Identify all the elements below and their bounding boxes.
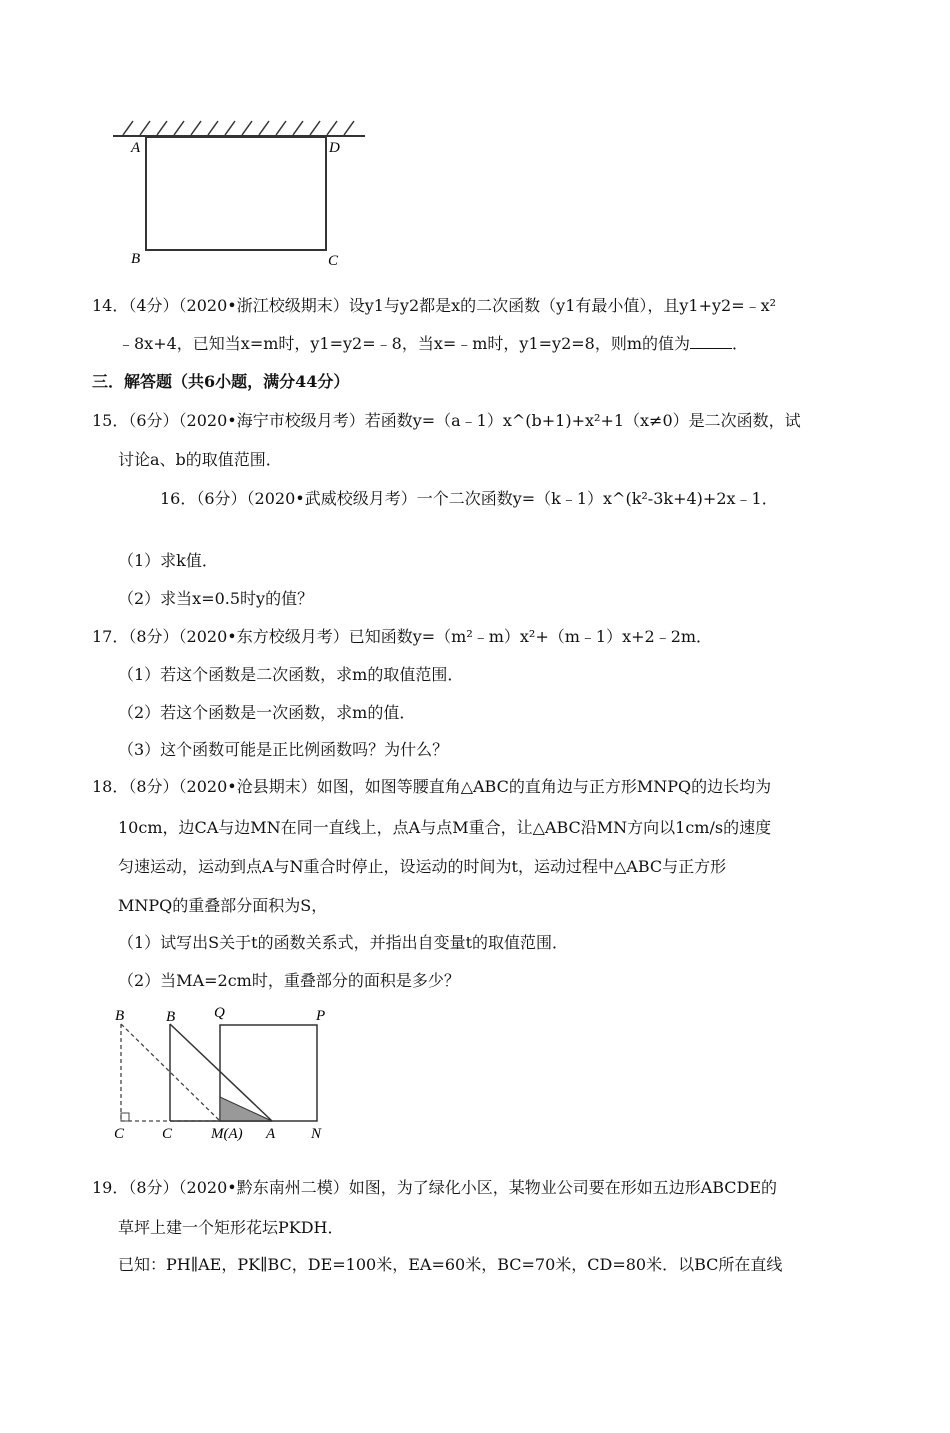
label-q: Q: [214, 1005, 225, 1021]
label-c: C: [328, 253, 339, 269]
label-a: A: [266, 1126, 276, 1142]
q19-line2: 草坪上建一个矩形花坛PKDH．: [118, 1218, 344, 1237]
q17-part3: （3）这个函数可能是正比例函数吗？为什么？: [118, 740, 449, 759]
label-b1: B: [115, 1008, 125, 1024]
answer-blank: [690, 334, 732, 349]
label-b: B: [131, 251, 141, 267]
label-a: A: [131, 140, 141, 156]
q15-line2: 讨论a、b的取值范围．: [118, 450, 282, 469]
q18-line2: 10cm，边CA与边MN在同一直线上，点A与点M重合，让△ABC沿MN方向以1cm/s的速度: [118, 818, 772, 837]
q18-line4: MNPQ的重叠部分面积为S，: [118, 896, 328, 915]
q16-part2: （2）求当x=0.5时y的值？: [118, 589, 314, 608]
q19-line3: 已知：PH∥AE，PK∥BC，DE=100米，EA=60米，BC=70米，CD=80米．以BC所在直线: [118, 1255, 783, 1274]
q19-line1: 19．（8分）（2020•黔东南州二模）如图，为了绿化小区，某物业公司要在形如五边形ABCDE的: [92, 1178, 778, 1197]
q16-part1: （1）求k值．: [118, 551, 218, 570]
label-p: P: [316, 1008, 326, 1024]
q15-line1: 15．（6分）（2020•海宁市校级月考）若函数y=（a﹣1）x^(b+1)+x²+1（x≠0）是二次函数，试: [92, 411, 801, 430]
label-c1: C: [114, 1126, 125, 1142]
label-d: D: [329, 140, 340, 156]
label-b2: B: [166, 1009, 176, 1025]
q14-line2-text: ﹣8x+4，已知当x=m时，y1=y2=﹣8，当x=﹣m时，y1=y2=8，则m的值为: [118, 334, 691, 353]
q18-part2: （2）当MA=2cm时，重叠部分的面积是多少？: [118, 971, 460, 990]
section-3-title: 三．解答题（共6小题，满分44分）: [92, 372, 350, 391]
label-n: N: [311, 1126, 322, 1142]
q18-line3: 匀速运动，运动到点A与N重合时停止，设运动的时间为t，运动过程中△ABC与正方形: [118, 857, 727, 876]
q14-line2-end: ．: [732, 334, 749, 353]
q18-line1: 18．（8分）（2020•沧县期末）如图，如图等腰直角△ABC的直角边与正方形MNPQ的边长均为: [92, 777, 772, 796]
q17-line1: 17．（8分）（2020•东方校级月考）已知函数y=（m²﹣m）x²+（m﹣1）x+2﹣2m．: [92, 627, 713, 646]
label-ma: M(A): [211, 1126, 243, 1142]
q17-part2: （2）若这个函数是一次函数，求m的值．: [118, 703, 416, 722]
q14-line2: [118, 334, 748, 354]
q14-line1: 14．（4分）（2020•浙江校级期末）设y1与y2都是x的二次函数（y1有最小值），且y1+y2=﹣x²: [92, 296, 777, 315]
q17-part1: （1）若这个函数是二次函数，求m的取值范围．: [118, 665, 464, 684]
figure-triangle-square: [0, 1000, 950, 1160]
label-c2: C: [162, 1126, 173, 1142]
figure-rectangle-abcd: [0, 0, 950, 280]
q18-part1: （1）试写出S关于t的函数关系式，并指出自变量t的取值范围．: [118, 933, 569, 952]
q16-line1: 16．（6分）（2020•武威校级月考）一个二次函数y=（k﹣1）x^(k²-3k+4)+2x﹣1．: [160, 489, 778, 508]
